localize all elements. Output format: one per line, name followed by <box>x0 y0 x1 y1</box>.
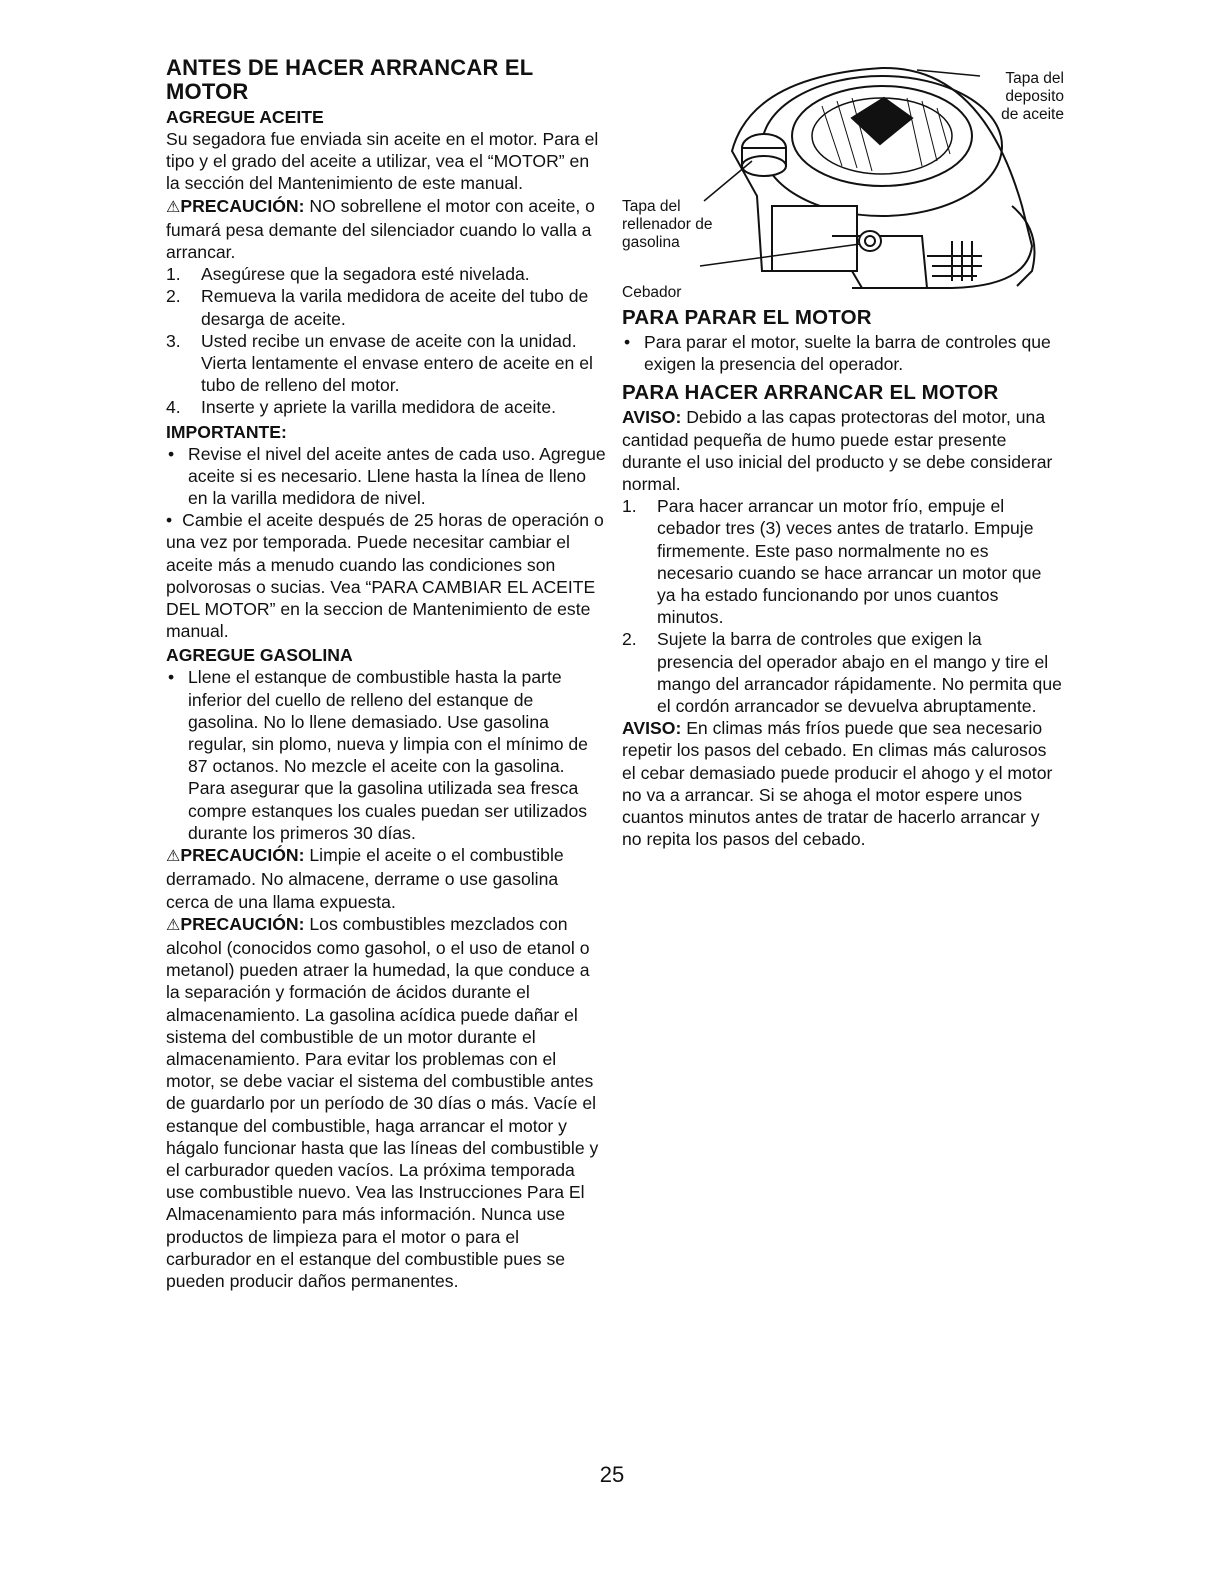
fuel-bullets <box>166 666 606 844</box>
heading-add-fuel: AGREGUE GASOLINA <box>166 645 353 666</box>
label-fuel-cap: Tapa del rellenador de gasolina <box>622 198 713 251</box>
important-bullets-2 <box>166 509 606 642</box>
fuel-warning-1: ⚠PRECAUCIÓN: Limpie el aceite o el combustible derramado. No almacene, derrame o use gasolina cerca de una llama expuesta. <box>166 845 564 912</box>
left-column <box>166 56 606 1292</box>
list-item: 1. Asegúrese que la segadora esté nivelada. <box>166 264 530 285</box>
page-number: 25 <box>599 1462 625 1487</box>
list-item: 2. Remueva la varila medidora de aceite del tubo de desarga de aceite. <box>166 286 589 329</box>
oil-intro: Su segadora fue enviada sin aceite en el motor. Para el tipo y el grado del aceite a utilizar, vea el “MOTOR” en la sección del Mantenimiento de este manual. <box>166 129 599 194</box>
list-item: • Revise el nivel del aceite antes de cada uso. Agregue aceite si es necesario. Llene hasta la línea de lleno en la varilla medidora de nivel. <box>168 443 606 509</box>
right-column <box>622 306 1062 850</box>
section-title-before-start: ANTES DE HACER ARRANCAR EL MOTOR <box>166 55 533 104</box>
warning-label: PRECAUCIÓN: <box>180 195 305 216</box>
oil-warning <box>166 195 606 264</box>
warning-triangle-icon: ⚠ <box>166 848 181 866</box>
list-item: • Para parar el motor, suelte la barra de controles que exigen la presencia del operador. <box>624 332 1051 375</box>
important-label: IMPORTANTE: <box>166 421 287 442</box>
bullet-icon: • <box>168 443 175 464</box>
fuel-warning-2: ⚠PRECAUCIÓN: Los combustibles mezclados con alcohol (conocidos como gasohol, o el uso de etanol o metanol) pueden atraer la humedad, la que conduce a la separación y formación de ácidos durante el almacenamiento. La gasolina acídica puede dañar el sistema del combustible de un motor durante el almacenamiento. Para evitar los problemas con el motor, se debe vaciar el sistema del combustible antes de guardarlo por un período de 30 días o más. Vacíe el estanque del combustible, haga arrancar el motor y hágalo funcionar hasta que las líneas del combustible y el carburador queden vacíos. La próxima temporada use combustible nuevo. Vea las Instrucciones Para El Almacenamiento para más información. Nunca use productos de limpieza para el motor o para el carburador en el estanque del combustible pues se pueden producir daños permanentes. <box>166 913 599 1291</box>
start-steps <box>622 495 1062 717</box>
stop-bullets <box>622 331 1062 375</box>
engine-figure <box>622 56 1064 301</box>
list-item: 1. Para hacer arrancar un motor frío, empuje el cebador tres (3) veces antes de tratarlo. Empuje firmemente. Este paso normalmente no es necesario cuando se hace arrancar un motor que ya ha estado funcionando por unos cuantos minutos. <box>622 496 1042 628</box>
section-title-stop-engine: PARA PARAR EL MOTOR <box>622 306 872 329</box>
bullet-icon: • <box>168 667 175 688</box>
heading-add-oil: AGREGUE ACEITE <box>166 107 324 127</box>
aviso-1: AVISO: Debido a las capas protectoras del motor, una cantidad pequeña de humo puede estar presente durante el uso inicial del producto y se debe considerar normal. <box>622 407 1053 495</box>
list-item: 4. Inserte y apriete la varilla medidora de aceite. <box>166 397 556 418</box>
warning-triangle-icon: ⚠ <box>166 198 181 216</box>
warning-text: NO sobrellene el motor con aceite, o fumará pesa demante del silenciador cuando lo valla a arrancar. <box>166 195 595 263</box>
bullet-icon: • <box>166 510 173 531</box>
label-oil-cap: Tapa del deposito de aceite <box>1001 70 1064 123</box>
list-item: • Llene el estanque de combustible hasta la parte inferior del cuello de relleno del estanque de gasolina. No lo llene demasiado. Use gasolina regular, sin plomo, nueva y limpia con el mínimo de 87 octanos. No mezcle el aceite con la gasolina. Para asegurar que la gasolina utilizada sea fresca compre estanques los cuales puedan ser utilizados durante los primeros 30 días. <box>168 667 588 843</box>
list-item: • Cambie el aceite después de 25 horas de operación o una vez por temporada. Puede necesitar cambiar el aceite más a menudo cuando las condiciones son polvorosas o sucias. Vea “PARA CAMBIAR EL ACEITE DEL MOTOR” en la seccion de Mantenimiento de este manual. <box>166 510 604 642</box>
label-primer: Cebador <box>622 284 682 301</box>
section-title-start-engine: PARA HACER ARRANCAR EL MOTOR <box>622 381 999 405</box>
aviso-2: AVISO: En climas más fríos puede que sea necesario repetir los pasos del cebado. En climas más calurosos el cebar demasiado puede producir el ahogo y el motor no va a arrancar. Si se ahoga el motor espere unos cuantos minutos antes de tratar de hacerlo arrancar y no repita los pasos del cebado. <box>622 718 1053 850</box>
bullet-icon: • <box>624 332 631 352</box>
list-item: 2. Sujete la barra de controles que exigen la presencia del operador abajo en el mango y tire el mango del arrancador rápidamente. No permita que el cordón arrancador se devuelva abruptamente. <box>622 629 1062 717</box>
warning-triangle-icon: ⚠ <box>166 916 181 934</box>
list-item: 3. Usted recibe un envase de aceite con la unidad. Vierta lentamente el envase entero de aceite en el tubo de relleno del motor. <box>166 330 593 396</box>
oil-steps <box>166 263 606 418</box>
important-bullets <box>166 443 606 510</box>
